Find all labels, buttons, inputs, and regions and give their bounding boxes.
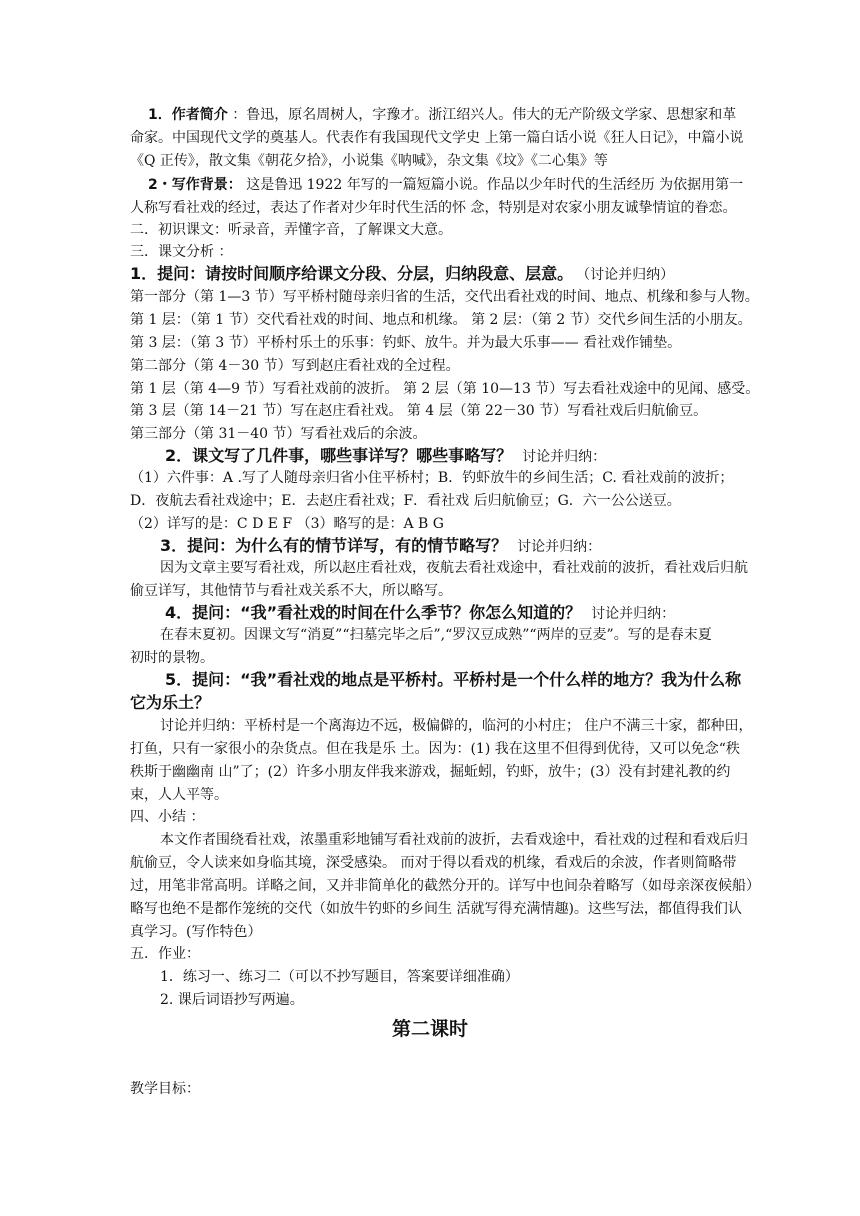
question-1-heading: 1．提问：请按时间顺序给课文分段、分层，归纳段意、层意。 （讨论并归纳）	[130, 264, 675, 283]
question-3-heading: 3．提问：为什么有的情节详写，有的情节略写？ 讨论并归纳：	[160, 536, 602, 555]
q5-line-1: 讨论并归纳：平桥村是一个离海边不远，极偏僻的，临河的小村庄； 住户不满三十家，都种田，	[160, 718, 753, 734]
q1-line-1: 第一部分（第 1—3 节）写平桥村随母亲归省的生活，交代出看社戏的时间、地点、机缘和参与人物。	[130, 289, 759, 305]
q1-line-2: 第 1 层：（第 1 节）交代看社戏的时间、地点和机缘。 第 2 层：（第 2 节）交代乡间生活的小朋友。	[130, 312, 752, 328]
q5-line-3: 秩斯于幽幽南 山”了；(2）许多小朋友伴我来游戏，掘蚯蚓，钓虾，放牛；(3）没有封建礼教的约	[130, 764, 731, 780]
question-4-heading: 4．提问：“我”看社戏的时间在什么季节？你怎么知道的？ 讨论并归纳：	[165, 603, 676, 622]
q2-line-2: D．夜航去看社戏途中；E．去赵庄看社戏；F．看社戏 后归航偷豆；G．六一公公送豆。	[130, 493, 681, 509]
summary-line-1: 本文作者围绕看社戏，浓墨重彩地铺写看社戏前的波折，去看戏途中，看社戏的过程和看戏后归	[160, 832, 748, 848]
q1-line-3: 第 3 层：（第 3 节）平桥村乐土的乐事：钓虾、放牛。并为最大乐事—— 看社戏作铺垫。	[130, 335, 682, 351]
background-line-2: 人称写看社戏的经过，表达了作者对少年时代生活的怀 念，特别是对农家小朋友诚挚情谊的眷恋。	[130, 200, 737, 216]
homework-item-2: 2. 课后词语抄写两遍。	[160, 992, 304, 1008]
background-label: 2・写作背景：	[148, 177, 242, 193]
author-intro-label: 1．作者简介	[148, 107, 228, 123]
q4-line-2: 初时的景物。	[130, 650, 214, 666]
question-5-heading-line-1: 5．提问：“我”看社戏的地点是平桥村。平桥村是一个什么样的地方？我为什么称	[165, 670, 742, 689]
teaching-objectives-label: 教学目标：	[130, 1081, 200, 1097]
q1-line-6: 第 3 层（第 14－21 节）写在赵庄看社戏。 第 4 层（第 22－30 节）写看社戏后归航偷豆。	[130, 403, 708, 419]
section-heading-2: 二．初识课文：听录音，弄懂字音，了解课文大意。	[130, 222, 452, 238]
q3-line-1: 因为文章主要写看社戏，所以赵庄看社戏，夜航去看社戏途中，看社戏前的波折，看社戏后归航	[160, 560, 748, 576]
lesson-2-title: 第二课时	[391, 1018, 468, 1040]
section-heading-3: 三．课文分析 ：	[130, 244, 233, 260]
q2-line-3: （2）详写的是：C D E F （3）略写的是：A B G	[130, 516, 444, 532]
section-heading-5: 五．作业：	[130, 946, 200, 962]
q1-line-7: 第三部分（第 31－40 节）写看社戏后的余波。	[130, 426, 427, 442]
section-heading-4: 四、小结 ：	[130, 809, 205, 825]
homework-item-1: 1．练习一、练习二（可以不抄写题目，答案要详细准确）	[160, 969, 519, 985]
q1-line-4: 第二部分（第 4－30 节）写到赵庄看社戏的全过程。	[130, 358, 460, 374]
summary-line-4: 略写也绝不是都作笼统的交代（如放牛钓虾的乡间生 活就写得充满情趣)。这些写法，都值得我们认	[130, 901, 742, 917]
author-intro-line-2: 命家。中国现代文学的奠基人。代表作有我国现代文学史 上第一篇白话小说《狂人日记》，中篇小说	[130, 130, 744, 146]
q2-line-1: （1）六件事：A .写了人随母亲归省小住平桥村；B．钓虾放牛的乡间生活；C. 看社戏前的波折；	[130, 470, 734, 486]
q1-line-5: 第 1 层（第 4—9 节）写看社戏前的波折。 第 2 层（第 10—13 节）写去看社戏途中的见闻、感受。	[130, 381, 760, 397]
summary-line-5: 真学习。(写作特色）	[130, 924, 262, 940]
q3-line-2: 偷豆详写，其他情节与看社戏关系不大，所以略写。	[130, 583, 452, 599]
q5-line-4: 束，人人平等。	[130, 787, 228, 803]
background-line-1: 2・写作背景： 这是鲁迅 1922 年写的一篇短篇小说。作品以少年时代的生活经历 为依据用第一	[148, 177, 744, 193]
q5-line-2: 打鱼，只有一家很小的杂货点。但在我是乐 土。因为：(1) 我在这里不但得到优待，又可以免念“秩	[130, 741, 740, 757]
summary-line-3: 过，用笔非常高明。详略之间，又并非简单化的截然分开的。详写中也间杂着略写（如母亲深夜候船）	[130, 878, 760, 894]
author-intro-line-1: 1．作者简介 ：鲁迅，原名周树人，字豫才。浙江绍兴人。伟大的无产阶级文学家、思想家和革	[148, 107, 737, 123]
q4-line-1: 在春末夏初。因课文写“消夏”“扫墓完毕之后”,“罗汉豆成熟”“两岸的豆麦”。写的是春末夏	[160, 627, 712, 643]
summary-line-2: 航偷豆，令人读来如身临其境，深受感染。 而对于得以看戏的机缘，看戏后的余波，作者则简略带	[130, 855, 737, 871]
question-2-heading: 2．课文写了几件事，哪些事详写？哪些事略写？ 讨论并归纳：	[165, 446, 607, 465]
question-5-heading-line-2: 它为乐土？	[130, 693, 211, 712]
author-intro-line-3: 《Q 正传》，散文集《朝花夕拾》，小说集《呐喊》，杂文集《坟》《二心集》等	[130, 153, 608, 169]
